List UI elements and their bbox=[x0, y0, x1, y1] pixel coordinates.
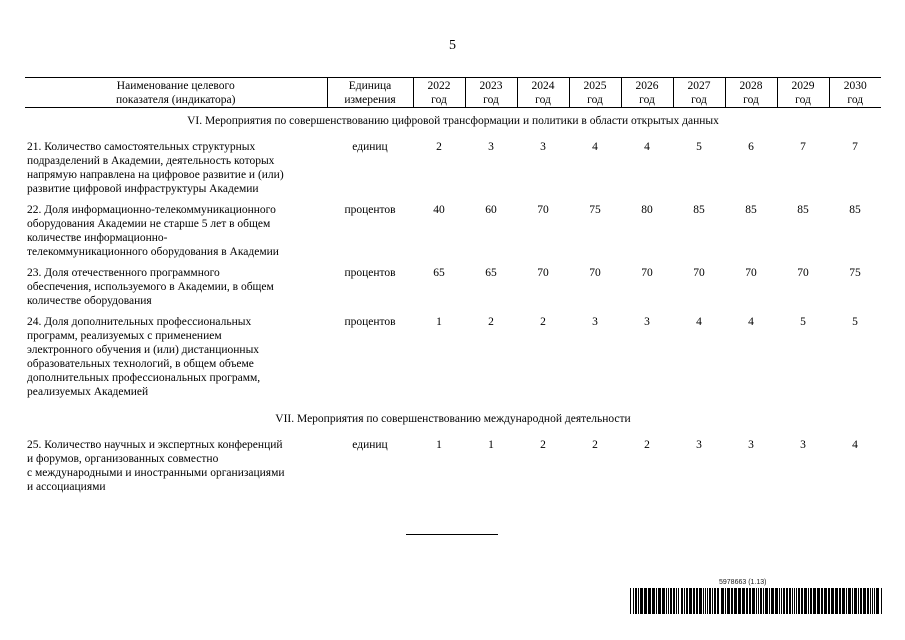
header-year bbox=[777, 78, 829, 108]
barcode-bar bbox=[714, 588, 716, 614]
header-year-unit: год bbox=[743, 94, 759, 106]
barcode-bar bbox=[783, 588, 785, 614]
indicator-value: 2 bbox=[488, 316, 494, 328]
barcode-bar bbox=[705, 588, 706, 614]
barcode-bar bbox=[746, 588, 748, 614]
header-year bbox=[413, 78, 465, 108]
indicator-unit: единиц bbox=[352, 439, 388, 451]
barcode-bar bbox=[670, 588, 672, 614]
barcode-bar bbox=[771, 588, 774, 614]
header-year bbox=[829, 78, 881, 108]
indicator-name-line: и ассоциациями bbox=[27, 481, 106, 493]
indicator-value: 1 bbox=[436, 316, 442, 328]
indicator-value: 2 bbox=[436, 141, 442, 153]
section-row bbox=[25, 406, 881, 438]
header-name bbox=[25, 78, 327, 108]
header-year-value: 2025 bbox=[583, 80, 607, 92]
header-year-unit: год bbox=[847, 94, 864, 106]
header-year-value: 2023 bbox=[479, 80, 503, 92]
header-year bbox=[621, 78, 673, 108]
header-unit bbox=[327, 78, 413, 108]
indicator-value: 3 bbox=[800, 439, 806, 451]
barcode-bar bbox=[867, 588, 869, 614]
barcode-bar bbox=[658, 588, 661, 614]
barcode-bar bbox=[858, 588, 859, 614]
header-year-unit: год bbox=[691, 94, 707, 106]
indicator-value: 4 bbox=[696, 316, 702, 328]
barcode-bar bbox=[717, 588, 719, 614]
barcode-bar bbox=[684, 588, 685, 614]
table-row bbox=[25, 140, 881, 203]
barcode-bar bbox=[707, 588, 708, 614]
barcode-bar bbox=[872, 588, 873, 614]
barcode-bar bbox=[699, 588, 702, 614]
header-year bbox=[673, 78, 725, 108]
header-name-line: показателя (индикатора) bbox=[116, 94, 236, 106]
indicator-value: 1 bbox=[488, 439, 494, 451]
indicator-name-line: электронного обучения и (или) дистанционных bbox=[27, 344, 260, 356]
barcode-bar bbox=[640, 588, 643, 614]
barcode-bar bbox=[689, 588, 692, 614]
barcode-bar bbox=[835, 588, 838, 614]
barcode-bar bbox=[630, 588, 631, 614]
indicator-value: 1 bbox=[436, 439, 442, 451]
barcode-bar bbox=[781, 588, 782, 614]
barcode-bar bbox=[775, 588, 778, 614]
header-year bbox=[569, 78, 621, 108]
indicator-value: 7 bbox=[852, 141, 858, 153]
indicators-table bbox=[25, 77, 881, 501]
barcode-bar bbox=[734, 588, 737, 614]
barcode-bar bbox=[810, 588, 812, 614]
barcode-bar bbox=[673, 588, 675, 614]
section-title: VII. Мероприятия по совершенствованию международной деятельности bbox=[275, 413, 631, 425]
indicator-value: 70 bbox=[797, 267, 809, 279]
barcode-bar bbox=[831, 588, 834, 614]
indicator-value: 70 bbox=[589, 267, 601, 279]
barcode-bar bbox=[725, 588, 726, 614]
indicator-value: 4 bbox=[592, 141, 598, 153]
indicator-value: 5 bbox=[852, 316, 858, 328]
indicator-value: 60 bbox=[485, 204, 497, 216]
barcode-bar bbox=[870, 588, 871, 614]
barcode-bar bbox=[860, 588, 862, 614]
barcode-bar bbox=[786, 588, 788, 614]
header-year-unit: год bbox=[795, 94, 811, 106]
barcode-bar bbox=[763, 588, 764, 614]
indicator-name-line: 25. Количество научных и экспертных конференций bbox=[27, 439, 283, 451]
header-name-line: Наименование целевого bbox=[116, 80, 235, 92]
barcode-bar bbox=[876, 588, 879, 614]
header-year-value: 2027 bbox=[687, 80, 711, 92]
barcode-bar bbox=[635, 588, 637, 614]
header-year-unit: год bbox=[639, 94, 655, 106]
barcode-bar bbox=[848, 588, 851, 614]
indicator-value: 3 bbox=[696, 439, 702, 451]
indicator-value: 70 bbox=[641, 267, 653, 279]
indicator-name bbox=[25, 203, 327, 266]
barcode-bar bbox=[881, 588, 882, 614]
barcode-bar bbox=[758, 588, 759, 614]
header-year-unit: год bbox=[483, 94, 499, 106]
indicator-value: 85 bbox=[797, 204, 809, 216]
indicator-name bbox=[25, 266, 327, 315]
indicator-name-line: оборудования Академии не старше 5 лет в общем bbox=[27, 218, 271, 230]
table-body bbox=[25, 108, 881, 502]
header-unit-line: Единица bbox=[348, 80, 392, 92]
barcode-bar bbox=[678, 588, 679, 614]
header-year-unit: год bbox=[535, 94, 551, 106]
indicator-value: 3 bbox=[540, 141, 546, 153]
indicator-name-line: образовательных технологий, в общем объеме bbox=[27, 358, 254, 370]
indicator-value: 3 bbox=[748, 439, 754, 451]
table-row bbox=[25, 266, 881, 315]
indicator-name-line: с международными и иностранными организациями bbox=[27, 467, 285, 479]
footer-divider bbox=[406, 534, 498, 535]
indicator-value: 7 bbox=[800, 141, 806, 153]
barcode-bar bbox=[662, 588, 665, 614]
indicator-name-line: 24. Доля дополнительных профессиональных bbox=[27, 316, 252, 328]
barcode-bar bbox=[842, 588, 845, 614]
header-year-value: 2024 bbox=[531, 80, 555, 92]
header-unit-line: измерения bbox=[344, 94, 396, 106]
indicator-value: 70 bbox=[693, 267, 705, 279]
indicator-unit: единиц bbox=[352, 141, 388, 153]
table-header bbox=[25, 78, 881, 108]
barcode-bar bbox=[721, 588, 724, 614]
header-year-value: 2028 bbox=[739, 80, 763, 92]
indicator-value: 65 bbox=[485, 267, 497, 279]
barcode-image bbox=[630, 588, 882, 614]
barcode-bar bbox=[742, 588, 745, 614]
barcode-bar bbox=[798, 588, 800, 614]
barcode-bar bbox=[676, 588, 677, 614]
indicator-value: 70 bbox=[745, 267, 757, 279]
indicator-value: 5 bbox=[696, 141, 702, 153]
indicator-value: 2 bbox=[592, 439, 598, 451]
indicator-value: 75 bbox=[849, 267, 861, 279]
indicator-unit: процентов bbox=[344, 316, 396, 328]
indicator-unit: процентов bbox=[344, 204, 396, 216]
indicator-name-line: телекоммуникационного оборудования в Академии bbox=[27, 246, 279, 258]
indicator-name-line: развитие цифровой инфраструктуры Академии bbox=[27, 183, 259, 195]
header-year bbox=[517, 78, 569, 108]
header-year-value: 2026 bbox=[635, 80, 659, 92]
barcode-bar bbox=[828, 588, 830, 614]
barcode-bar bbox=[765, 588, 768, 614]
indicator-name-line: количестве информационно- bbox=[27, 232, 168, 244]
indicator-value: 85 bbox=[693, 204, 705, 216]
indicator-name bbox=[25, 140, 327, 203]
section-title: VI. Мероприятия по совершенствованию цифровой трансформации и политики в области открытых данных bbox=[187, 115, 719, 127]
indicator-name-line: дополнительных профессиональных программ, bbox=[27, 372, 261, 384]
barcode-bar bbox=[863, 588, 866, 614]
barcode-bar bbox=[801, 588, 803, 614]
table-row bbox=[25, 438, 881, 501]
barcode-bar bbox=[821, 588, 823, 614]
indicator-name-line: количестве оборудования bbox=[27, 295, 152, 307]
barcode-bar bbox=[693, 588, 695, 614]
barcode-bar bbox=[789, 588, 791, 614]
barcode-bar bbox=[808, 588, 809, 614]
barcode-bar bbox=[804, 588, 807, 614]
barcode-bar bbox=[752, 588, 755, 614]
barcode-bar bbox=[796, 588, 797, 614]
header-year-value: 2022 bbox=[427, 80, 451, 92]
barcode-bar bbox=[666, 588, 667, 614]
indicator-value: 4 bbox=[644, 141, 650, 153]
barcode-bar bbox=[703, 588, 704, 614]
barcode-bar bbox=[813, 588, 816, 614]
indicator-value: 3 bbox=[592, 316, 598, 328]
barcode-bar bbox=[656, 588, 657, 614]
barcode-bar bbox=[749, 588, 751, 614]
indicator-name bbox=[25, 438, 327, 501]
indicator-value: 6 bbox=[748, 141, 754, 153]
barcode-label: 5978663 (1.13) bbox=[719, 579, 767, 586]
table-row bbox=[25, 203, 881, 266]
barcode-bar bbox=[852, 588, 853, 614]
barcode-bar bbox=[817, 588, 820, 614]
indicator-name-line: 23. Доля отечественного программного bbox=[27, 267, 220, 279]
header-year-value: 2030 bbox=[843, 80, 867, 92]
header-year bbox=[725, 78, 777, 108]
indicator-value: 5 bbox=[800, 316, 806, 328]
barcode-bar bbox=[633, 588, 634, 614]
indicator-name-line: напрямую направлена на цифровое развитие и (или) bbox=[27, 169, 284, 181]
barcode-bar bbox=[648, 588, 651, 614]
indicator-name-line: и форумов, организованных совместно bbox=[27, 453, 219, 465]
barcode-bar bbox=[756, 588, 757, 614]
indicator-value: 3 bbox=[488, 141, 494, 153]
indicator-value: 75 bbox=[589, 204, 601, 216]
barcode-bar bbox=[874, 588, 875, 614]
indicator-value: 70 bbox=[537, 267, 549, 279]
header-year-value: 2029 bbox=[791, 80, 815, 92]
barcode-bar bbox=[712, 588, 713, 614]
barcode-bar bbox=[846, 588, 847, 614]
indicator-name-line: реализуемых Академией bbox=[27, 386, 149, 398]
indicator-name bbox=[25, 315, 327, 406]
indicator-value: 2 bbox=[540, 316, 546, 328]
indicator-value: 3 bbox=[644, 316, 650, 328]
barcode-bar bbox=[839, 588, 841, 614]
indicator-value: 40 bbox=[433, 204, 445, 216]
indicator-value: 85 bbox=[745, 204, 757, 216]
barcode-bar bbox=[686, 588, 688, 614]
indicator-name-line: программ, реализуемых с применением bbox=[27, 330, 222, 342]
barcode-bar bbox=[681, 588, 683, 614]
indicator-name-line: подразделений в Академии, деятельность которых bbox=[27, 155, 275, 167]
indicator-name-line: 22. Доля информационно-телекоммуникационного bbox=[27, 204, 276, 216]
barcode-bar bbox=[792, 588, 793, 614]
barcode-bar bbox=[794, 588, 795, 614]
page-number: 5 bbox=[449, 38, 456, 53]
barcode-bar bbox=[769, 588, 770, 614]
barcode-bar bbox=[738, 588, 741, 614]
section-row bbox=[25, 108, 881, 141]
barcode-bar bbox=[779, 588, 780, 614]
barcode-bar bbox=[638, 588, 639, 614]
barcode-bar bbox=[644, 588, 647, 614]
barcode-bar bbox=[709, 588, 711, 614]
indicator-value: 4 bbox=[748, 316, 754, 328]
header-year-unit: год bbox=[431, 94, 447, 106]
barcode-bar bbox=[760, 588, 762, 614]
indicator-value: 2 bbox=[644, 439, 650, 451]
barcode-bar bbox=[668, 588, 669, 614]
barcode-bar bbox=[824, 588, 827, 614]
header-year-unit: год bbox=[587, 94, 603, 106]
barcode-bar bbox=[652, 588, 655, 614]
indicator-value: 4 bbox=[852, 439, 858, 451]
table-row bbox=[25, 315, 881, 406]
indicator-value: 70 bbox=[537, 204, 549, 216]
indicator-value: 85 bbox=[849, 204, 861, 216]
barcode-bar bbox=[727, 588, 730, 614]
header-year bbox=[465, 78, 517, 108]
indicator-unit: процентов bbox=[344, 267, 396, 279]
indicator-value: 80 bbox=[641, 204, 653, 216]
barcode-bar bbox=[731, 588, 733, 614]
indicator-name-line: обеспечения, используемого в Академии, в общем bbox=[27, 281, 274, 293]
barcode-bar bbox=[696, 588, 698, 614]
indicator-value: 2 bbox=[540, 439, 546, 451]
barcode-bar bbox=[854, 588, 857, 614]
indicator-name-line: 21. Количество самостоятельных структурных bbox=[27, 141, 256, 153]
indicator-value: 65 bbox=[433, 267, 445, 279]
